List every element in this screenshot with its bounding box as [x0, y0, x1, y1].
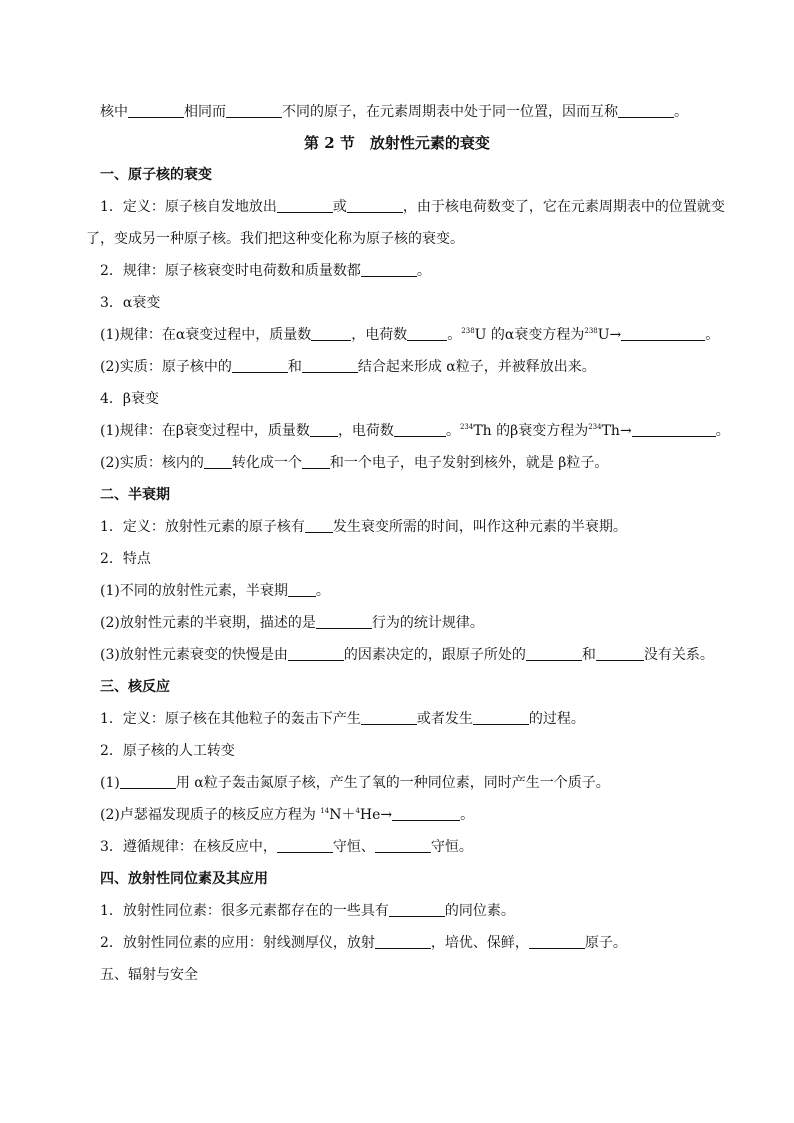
answer-blank[interactable]	[204, 454, 232, 469]
alpha-rule-line: (1)规律：在α衰变过程中，质量数 ，电荷数 。$^{238}$U 的α衰变方程为$^{238}$U→ 。	[100, 327, 720, 343]
heading-half-life: 二、半衰期	[100, 487, 170, 503]
answer-blank[interactable]	[618, 103, 674, 118]
answer-blank[interactable]	[632, 422, 716, 437]
answer-blank[interactable]	[621, 326, 705, 341]
heading-decay: 一、原子核的衰变	[100, 167, 212, 183]
half-life-feature-3: (3)放射性元素衰变的快慢是由 的因素决定的，跟原子所处的 和 没有关系。	[100, 647, 714, 663]
beta-rule-line: (1)规律：在β衰变过程中，质量数 ，电荷数 。$^{234}$Th 的β衰变方程为$^{234}$Th→ 。	[100, 423, 730, 439]
answer-blank[interactable]	[361, 262, 417, 277]
half-life-feature-1: (1)不同的放射性元素，半衰期 。	[100, 583, 330, 599]
answer-blank[interactable]	[375, 838, 431, 853]
answer-blank[interactable]	[375, 934, 431, 949]
answer-blank[interactable]	[226, 103, 282, 118]
answer-blank[interactable]	[120, 774, 176, 789]
artificial-transmutation-heading: 2．原子核的人工转变	[100, 743, 235, 759]
answer-blank[interactable]	[305, 518, 333, 533]
heading-nuclear-reaction: 三、核反应	[100, 679, 170, 695]
decay-definition-line-cont: 了，变成另一种原子核。我们把这种变化称为原子核的衰变。	[86, 231, 464, 247]
transmutation-line-2: (2)卢瑟福发现质子的核反应方程为 $^{14}$N＋$^4$He→ 。	[100, 807, 475, 823]
conservation-line: 3．遵循规律：在核反应中， 守恒、 守恒。	[100, 839, 473, 855]
answer-blank[interactable]	[394, 422, 446, 437]
answer-blank[interactable]	[277, 838, 333, 853]
answer-blank[interactable]	[302, 454, 330, 469]
answer-blank[interactable]	[311, 326, 351, 341]
answer-blank[interactable]	[392, 806, 460, 821]
answer-blank[interactable]	[277, 198, 333, 213]
answer-blank[interactable]	[310, 422, 338, 437]
answer-blank[interactable]	[361, 710, 417, 725]
alpha-decay-heading: 3．α衰变	[100, 295, 161, 311]
answer-blank[interactable]	[407, 326, 447, 341]
decay-definition-line: 1．定义：原子核自发地放出 或 ，由于核电荷数变了，它在元素周期表中的位置就变	[100, 199, 725, 215]
answer-blank[interactable]	[389, 902, 445, 917]
answer-blank[interactable]	[302, 358, 358, 373]
half-life-feature-2: (2)放射性元素的半衰期，描述的是 行为的统计规律。	[100, 615, 484, 631]
answer-blank[interactable]	[347, 198, 403, 213]
beta-decay-heading: 4．β衰变	[100, 391, 160, 407]
answer-blank[interactable]	[288, 646, 344, 661]
isotope-application-line: 2．放射性同位素的应用：射线测厚仪，放射 ，培优、保鲜， 原子。	[100, 935, 627, 951]
isotope-definition-line: 核中 相同而 不同的原子，在元素周期表中处于同一位置，因而互称 。	[100, 104, 688, 120]
isotope-definition-line-2: 1．放射性同位素：很多元素都存在的一些具有 的同位素。	[100, 903, 515, 919]
section-title: 第 2 节 放射性元素的衰变	[304, 134, 490, 152]
alpha-essence-line: (2)实质：原子核中的 和 结合起来形成 α粒子，并被释放出来。	[100, 359, 596, 375]
heading-isotopes: 四、放射性同位素及其应用	[100, 871, 268, 887]
answer-blank[interactable]	[316, 614, 372, 629]
half-life-definition-line: 1．定义：放射性元素的原子核有 发生衰变所需的时间，叫作这种元素的半衰期。	[100, 519, 627, 535]
half-life-features-heading: 2．特点	[100, 551, 151, 567]
answer-blank[interactable]	[288, 582, 316, 597]
beta-essence-line: (2)实质：核内的 转化成一个 和一个电子，电子发射到核外，就是 β粒子。	[100, 455, 609, 471]
reaction-definition-line: 1．定义：原子核在其他粒子的轰击下产生 或者发生 的过程。	[100, 711, 585, 727]
heading-radiation-safety: 五、辐射与安全	[100, 967, 198, 983]
answer-blank[interactable]	[473, 710, 529, 725]
transmutation-line-1: (1) 用 α粒子轰击氮原子核，产生了氧的一种同位素，同时产生一个质子。	[100, 775, 610, 791]
answer-blank[interactable]	[128, 103, 184, 118]
answer-blank[interactable]	[232, 358, 288, 373]
decay-rule-line: 2．规律：原子核衰变时电荷数和质量数都 。	[100, 263, 431, 279]
answer-blank[interactable]	[529, 934, 585, 949]
answer-blank[interactable]	[526, 646, 582, 661]
answer-blank[interactable]	[596, 646, 644, 661]
